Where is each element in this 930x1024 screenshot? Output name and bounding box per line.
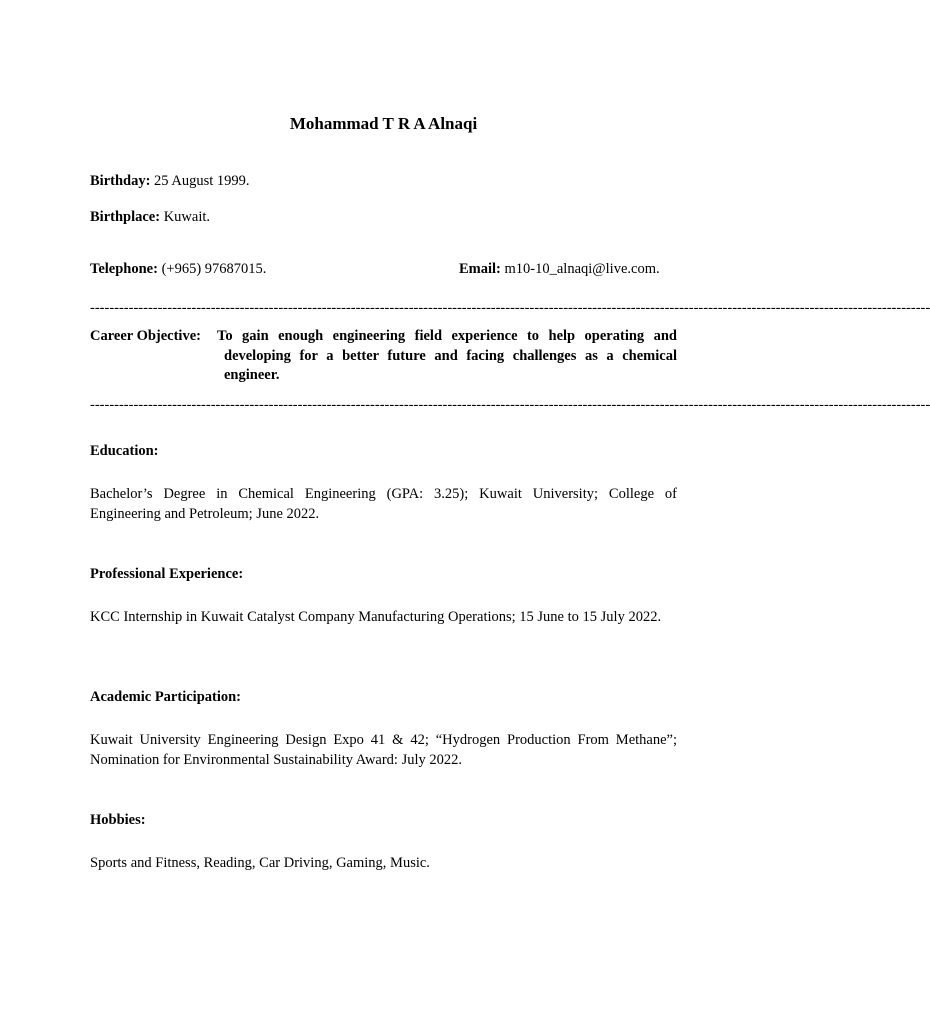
career-objective-text: To gain enough engineering field experience to help operating and developing for a better future and facing challenges as a chemical engineer. bbox=[217, 328, 677, 383]
telephone-line bbox=[90, 261, 266, 278]
experience-heading: Professional Experience: bbox=[90, 566, 244, 582]
hobbies-heading: Hobbies: bbox=[90, 812, 146, 828]
birthday-label: Birthday: bbox=[90, 173, 151, 189]
education-text: Bachelor’s Degree in Chemical Engineering (GPA: 3.25); Kuwait University; College of Engineering and Petroleum; June 2022. bbox=[90, 486, 677, 522]
resume-page bbox=[90, 0, 930, 1024]
email-value: m10-10_alnaqi@live.com. bbox=[500, 261, 660, 277]
birthplace-value: Kuwait. bbox=[160, 209, 211, 225]
telephone-label: Telephone: bbox=[90, 261, 158, 277]
divider-top: ------------------------------------------------------------------------------------------------------------------------------------------------------------------------------ bbox=[90, 300, 930, 316]
academic-heading: Academic Participation: bbox=[90, 689, 242, 705]
birthday-line bbox=[90, 173, 250, 190]
career-objective-label: Career Objective: bbox=[90, 328, 201, 344]
experience-text: KCC Internship in Kuwait Catalyst Company Manufacturing Operations; 15 June to 15 July 2022. bbox=[90, 609, 662, 625]
email-line bbox=[459, 261, 660, 278]
telephone-value: (+965) 97687015. bbox=[157, 261, 267, 277]
birthplace-label: Birthplace: bbox=[90, 209, 161, 225]
hobbies-text: Sports and Fitness, Reading, Car Driving, Gaming, Music. bbox=[90, 855, 430, 871]
birthplace-line bbox=[90, 209, 210, 226]
education-heading: Education: bbox=[90, 443, 159, 459]
academic-text: Kuwait University Engineering Design Expo 41 & 42; “Hydrogen Production From Methane”; Nomination for Environmental Sustainability Award: July 2022. bbox=[90, 732, 677, 768]
divider-bottom: ------------------------------------------------------------------------------------------------------------------------------------------------------------------------------ bbox=[90, 397, 930, 413]
resume-name: Mohammad T R A Alnaqi bbox=[289, 114, 478, 133]
email-label: Email: bbox=[459, 261, 501, 277]
birthday-value: 25 August 1999. bbox=[150, 173, 250, 189]
